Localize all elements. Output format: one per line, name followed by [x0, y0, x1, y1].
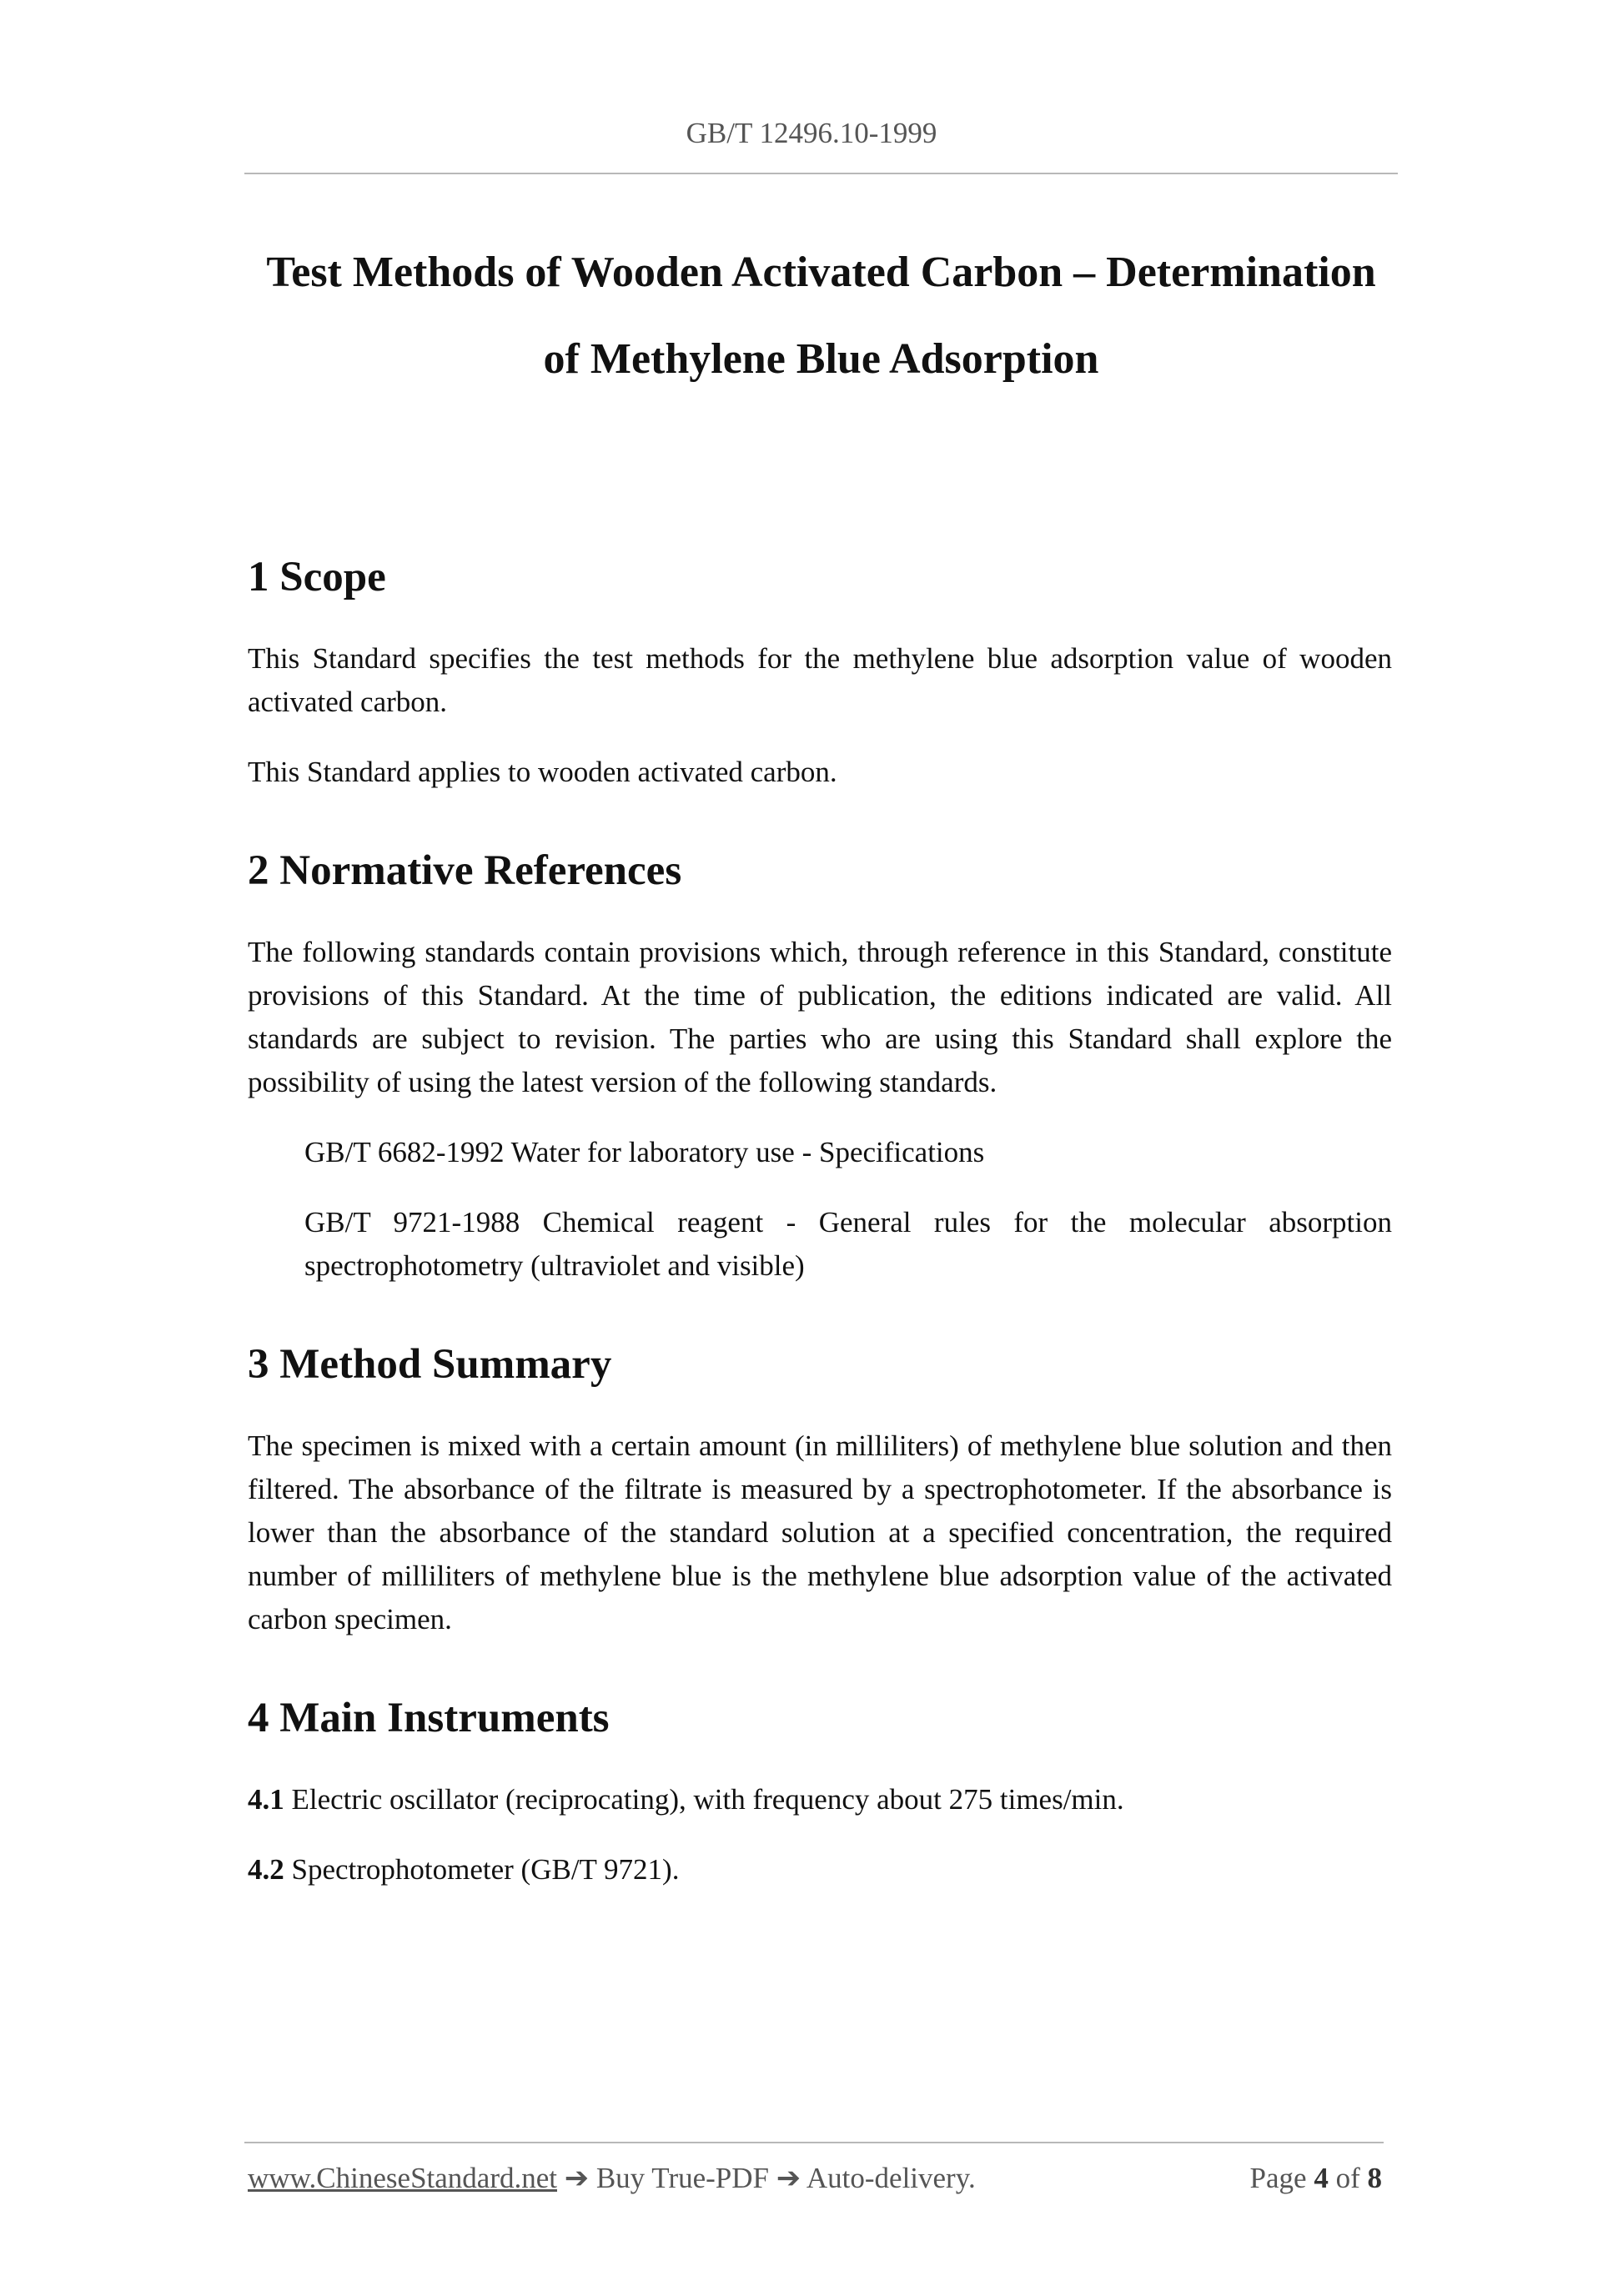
clause-text: Spectrophotometer (GB/T 9721).	[284, 1853, 680, 1886]
section-heading-method-summary: 3 Method Summary	[248, 1341, 612, 1388]
current-page-number: 4	[1314, 2162, 1329, 2194]
scope-paragraph-2: This Standard applies to wooden activated carbon.	[248, 756, 837, 788]
clause-number: 4.2	[248, 1853, 284, 1886]
document-title-line-2: of Methylene Blue Adsorption	[543, 335, 1099, 383]
instrument-item-4-2	[248, 1848, 1392, 1892]
footer-divider	[244, 2142, 1384, 2143]
of-label: of	[1328, 2162, 1368, 2194]
reference-item-gb-t-6682: GB/T 6682-1992 Water for laboratory use - Specifications	[304, 1136, 985, 1168]
footer-promo	[248, 2162, 976, 2195]
reference-item-gb-t-9721: GB/T 9721-1988 Chemical reagent - General rules for the molecular absorption spectrophotometry (ultraviolet and visible)	[304, 1206, 1392, 1282]
header-divider	[244, 173, 1398, 174]
clause-number: 4.1	[248, 1783, 284, 1816]
site-link[interactable]: www.ChineseStandard.net	[248, 2162, 557, 2194]
section-heading-main-instruments: 4 Main Instruments	[248, 1695, 610, 1741]
section-heading-normative-references: 2 Normative References	[248, 847, 682, 894]
document-title-line-1: Test Methods of Wooden Activated Carbon – Determination	[266, 249, 1376, 296]
total-page-number: 8	[1367, 2162, 1382, 2194]
section-heading-scope: 1 Scope	[248, 554, 386, 600]
normative-paragraph: The following standards contain provisions which, through reference in this Standard, constitute provisions of this Standard. At the time of publication, the editions indicated are valid. All standards are subject to revision. The parties who are using this Standard shall explore the possibility of using the latest version of the following standards.	[248, 936, 1392, 1098]
document-body	[248, 534, 1392, 1892]
footer-promo-text: ➔ Buy True-PDF ➔ Auto-delivery.	[557, 2162, 976, 2194]
running-header: GB/T 12496.10-1999	[686, 117, 937, 149]
document-title	[244, 229, 1398, 403]
instrument-item-4-1	[248, 1778, 1392, 1821]
page-number	[1250, 2162, 1382, 2195]
clause-text: Electric oscillator (reciprocating), with frequency about 275 times/min.	[284, 1783, 1124, 1816]
page-label: Page	[1249, 2162, 1314, 2194]
method-summary-paragraph: The specimen is mixed with a certain amount (in milliliters) of methylene blue solution and then filtered. The absorbance of the filtrate is measured by a spectrophotometer. If the absorbance is lower than the absorbance of the standard solution at a specified concentration, the required number of milliliters of methylene blue is the methylene blue adsorption value of the activated carbon specimen.	[248, 1429, 1392, 1635]
scope-paragraph-1: This Standard specifies the test methods for the methylene blue adsorption value of wooden activated carbon.	[248, 642, 1392, 718]
